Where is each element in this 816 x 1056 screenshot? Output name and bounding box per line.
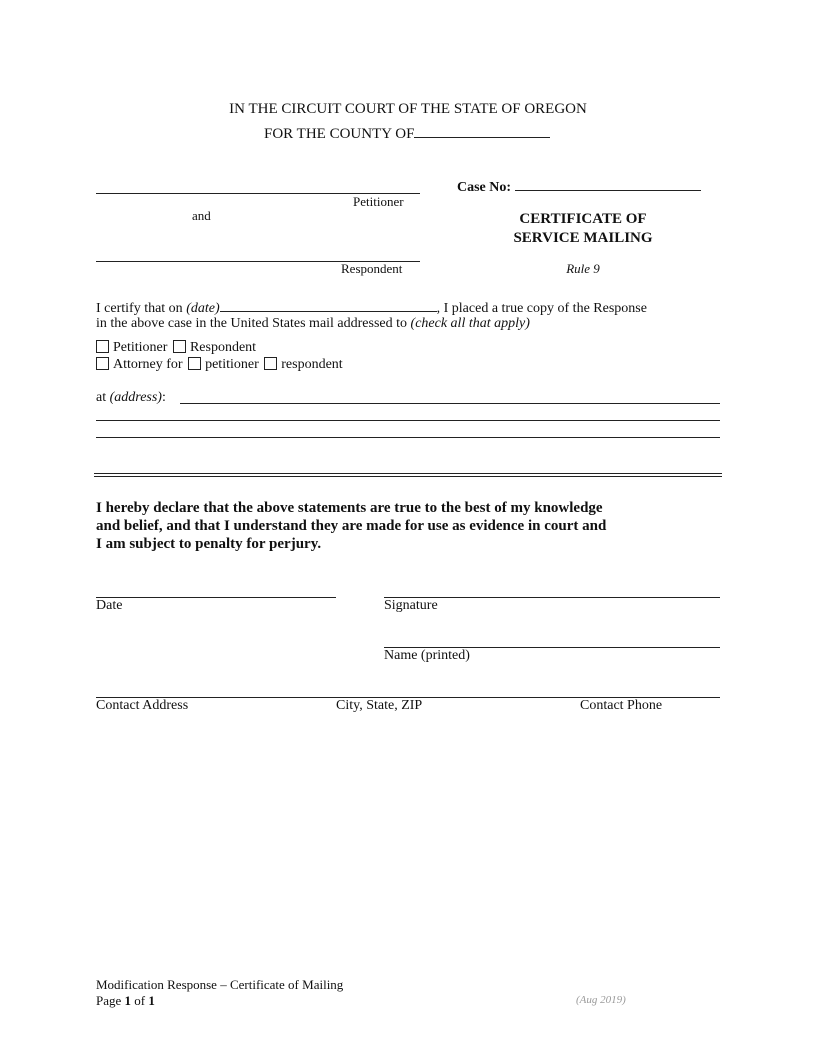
recipient-options-row-1 xyxy=(96,339,256,356)
declaration-line-1: I hereby declare that the above statements are true to the best of my knowledge xyxy=(96,500,603,516)
case-number-row xyxy=(457,177,701,196)
revision-date: (Aug 2019) xyxy=(576,994,626,1006)
signature-label: Signature xyxy=(384,598,438,613)
attorney-for-label: Attorney for xyxy=(113,357,183,372)
petitioner-label: Petitioner xyxy=(353,194,404,209)
attorney-petitioner-checkbox[interactable] xyxy=(188,357,201,370)
contact-address-label: Contact Address xyxy=(96,698,189,713)
footer-form-name: Modification Response – Certificate of Mailing xyxy=(96,977,344,992)
certify-text-a: I certify that on xyxy=(96,301,187,316)
address-line-3[interactable] xyxy=(96,437,720,438)
petitioner-checkbox[interactable] xyxy=(96,340,109,353)
rule-reference: Rule 9 xyxy=(566,261,600,276)
case-number-label: Case No: xyxy=(457,180,512,195)
county-field[interactable] xyxy=(414,124,550,138)
declaration-line-3: I am subject to penalty for perjury. xyxy=(96,536,322,552)
address-hint: (address) xyxy=(109,390,162,405)
certify-text-c: in the above case in the United States mail addressed to xyxy=(96,316,411,331)
perjury-declaration xyxy=(96,499,606,553)
at-label: at xyxy=(96,390,110,405)
document-title-line-1: CERTIFICATE OF xyxy=(519,211,647,227)
address-line-2[interactable] xyxy=(96,420,720,421)
page-prefix: Page xyxy=(96,993,125,1008)
page-of: of xyxy=(131,993,149,1008)
respondent-label: Respondent xyxy=(341,261,403,276)
court-title: IN THE CIRCUIT COURT OF THE STATE OF OREGON xyxy=(229,101,587,117)
document-title xyxy=(440,210,726,248)
county-line xyxy=(264,124,550,143)
petitioner-option-label: Petitioner xyxy=(113,340,168,355)
date-sign-field[interactable] xyxy=(96,597,336,598)
city-state-zip-label: City, State, ZIP xyxy=(336,698,423,713)
attorney-for-checkbox[interactable] xyxy=(96,357,109,370)
attorney-respondent-checkbox[interactable] xyxy=(264,357,277,370)
date-hint: (date) xyxy=(186,301,220,316)
date-label: Date xyxy=(96,598,123,613)
address-colon: : xyxy=(161,390,166,405)
respondent-checkbox[interactable] xyxy=(173,340,186,353)
recipient-options-row-2 xyxy=(96,356,343,373)
mailing-date-field[interactable] xyxy=(220,298,437,312)
county-label: FOR THE COUNTY OF xyxy=(264,126,415,142)
section-divider xyxy=(94,473,722,477)
check-hint: (check all that apply) xyxy=(410,316,530,331)
attorney-respondent-label: respondent xyxy=(281,357,343,372)
respondent-option-label: Respondent xyxy=(189,340,257,355)
and-label: and xyxy=(192,208,211,223)
declaration-line-2: and belief, and that I understand they are made for use as evidence in court and xyxy=(96,518,607,534)
certify-line-2 xyxy=(96,315,530,332)
page-total: 1 xyxy=(148,993,155,1008)
document-title-line-2: SERVICE MAILING xyxy=(513,230,653,246)
address-line-1[interactable] xyxy=(180,388,720,404)
case-number-field[interactable] xyxy=(515,177,701,191)
page-current: 1 xyxy=(124,993,132,1008)
footer-page-number xyxy=(96,993,343,1009)
printed-name-label: Name (printed) xyxy=(384,648,470,663)
address-row xyxy=(96,389,166,406)
certify-text-b: , I placed a true copy of the Response xyxy=(436,301,647,316)
attorney-petitioner-label: petitioner xyxy=(205,357,259,372)
footer xyxy=(96,977,343,1009)
contact-phone-label: Contact Phone xyxy=(580,698,663,713)
